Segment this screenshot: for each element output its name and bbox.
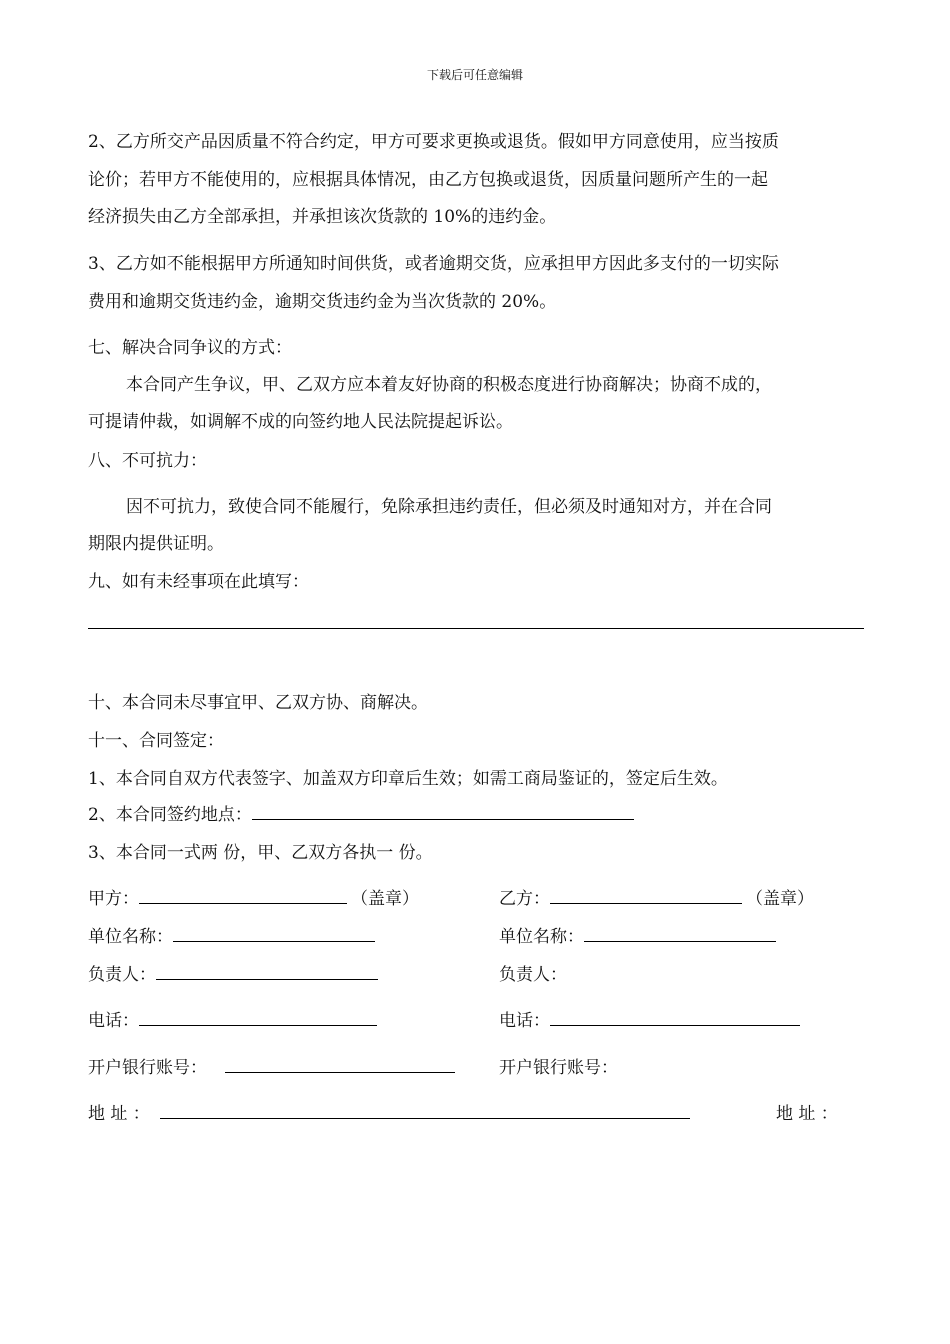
party-a-bank-label: 开户银行账号： [88,1058,207,1078]
party-b-unit-label: 单位名称： [499,927,584,947]
party-a-phone-label: 电话： [88,1011,139,1031]
party-b-unit-row [499,922,776,947]
clause-2-line-3: 经济损失由乙方全部承担，并承担该次货款的 10%的违约金。 [88,207,557,227]
party-b-phone-field[interactable] [550,1009,800,1026]
party-a-bank-row [88,1053,455,1078]
party-a-row [88,884,419,909]
section-7-title: 七、解决合同争议的方式： [88,338,292,358]
party-a-address-field[interactable] [160,1102,690,1119]
party-a-field[interactable] [139,887,347,904]
section-11-item-1: 1、本合同自双方代表签字、加盖双方印章后生效；如需工商局鉴证的，签定后生效。 [88,769,728,789]
party-a-unit-row [88,922,375,947]
party-b-label: 乙方： [499,889,550,909]
party-a-label: 甲方： [88,889,139,909]
clause-2-line-1: 2、乙方所交产品因质量不符合约定，甲方可要求更换或退货。假如甲方同意使用，应当按质 [88,132,779,152]
party-b-unit-field[interactable] [584,925,776,942]
page-header: 下载后可任意编辑 [426,68,523,82]
party-a-address-label: 地 址 ： [88,1104,150,1124]
party-b-address-row [776,1099,838,1124]
party-a-bank-field[interactable] [225,1056,455,1073]
party-a-unit-label: 单位名称： [88,927,173,947]
party-b-field[interactable] [550,887,742,904]
party-a-seal: （盖章） [351,889,419,909]
section-11-item-2 [88,800,634,825]
section-8-title: 八、不可抗力： [88,451,207,471]
clause-3-line-2: 费用和逾期交货违约金，逾期交货违约金为当次货款的 20%。 [88,292,557,312]
party-a-phone-field[interactable] [139,1009,377,1026]
section-11-item-3: 3、本合同一式两 份，甲、乙双方各执一 份。 [88,843,433,863]
party-b-bank-row [499,1053,618,1078]
party-a-person-label: 负责人： [88,965,156,985]
party-b-phone-row [499,1006,800,1031]
party-b-row [499,884,814,909]
section-8-line-2: 期限内提供证明。 [88,534,224,554]
party-a-phone-row [88,1006,377,1031]
party-b-seal: （盖章） [746,889,814,909]
section-10: 十、本合同未尽事宜甲、乙双方协、商解决。 [88,693,428,713]
section-7-line-2: 可提请仲裁，如调解不成的向签约地人民法院提起诉讼。 [88,412,513,432]
signing-place-field[interactable] [252,803,634,820]
section-7-line-1: 本合同产生争议，甲、乙双方应本着友好协商的积极态度进行协商解决；协商不成的， [126,375,772,395]
section-9-title: 九、如有未经事项在此填写： [88,572,309,592]
party-b-person-label: 负责人： [499,965,567,985]
section-11-title: 十一、合同签定： [88,731,224,751]
party-a-unit-field[interactable] [173,925,375,942]
section-8-line-1: 因不可抗力，致使合同不能履行，免除承担违约责任，但必须及时通知对方，并在合同 [126,497,772,517]
party-a-person-field[interactable] [156,963,378,980]
party-b-address-label: 地 址 ： [776,1104,838,1124]
party-a-person-row [88,960,378,985]
party-b-phone-label: 电话： [499,1011,550,1031]
party-b-bank-label: 开户银行账号： [499,1058,618,1078]
clause-3-line-1: 3、乙方如不能根据甲方所通知时间供货，或者逾期交货，应承担甲方因此多支付的一切实际 [88,254,779,274]
signing-place-label: 2、本合同签约地点： [88,805,252,825]
section-9-fill-line[interactable] [88,628,864,629]
clause-2-line-2: 论价；若甲方不能使用的，应根据具体情况，由乙方包换或退货，因质量问题所产生的一起 [88,170,768,190]
party-a-address-row [88,1099,690,1124]
party-b-person-row [499,960,567,985]
